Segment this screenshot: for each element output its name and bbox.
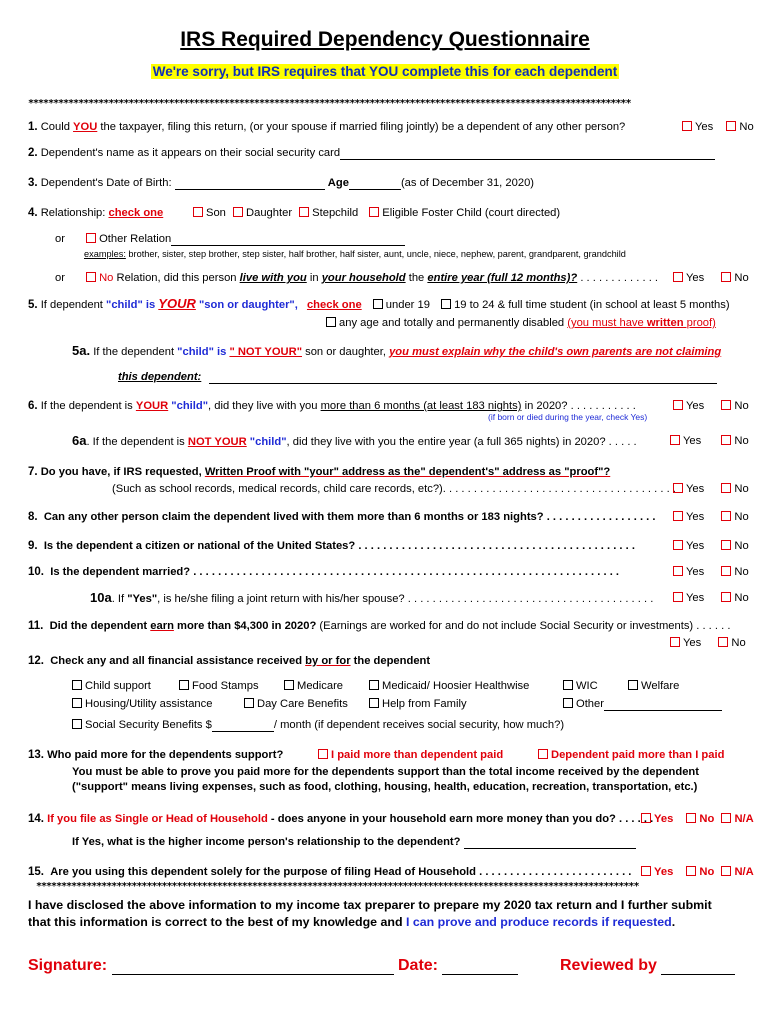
q10-answers — [673, 565, 749, 579]
q15-answers — [641, 865, 754, 879]
question-1: 1. Could YOU the taxpayer, filing this return, (or your spouse if married filing jointly) be a dependent of any other person? — [28, 121, 626, 133]
q8-no-checkbox[interactable]: No — [721, 511, 748, 523]
star-divider-bottom: ************************************************************************************************************************ — [36, 881, 639, 892]
q6a-answers — [670, 434, 749, 448]
question-12: 12. Check any and all financial assistance received by or for the dependent — [28, 655, 431, 667]
welfare-checkbox[interactable]: Welfare — [628, 679, 679, 693]
q10a-yes-checkbox[interactable]: Yes — [673, 592, 704, 604]
q15-yes-checkbox[interactable]: Yes — [641, 866, 673, 878]
q8-yes-checkbox[interactable]: Yes — [673, 511, 704, 523]
medicaid-checkbox[interactable]: Medicaid/ Hoosier Healthwise — [369, 679, 529, 693]
date-field[interactable] — [442, 956, 518, 975]
son-checkbox[interactable]: Son — [193, 207, 226, 219]
explanation-field[interactable] — [209, 372, 717, 384]
dependent-name-field[interactable] — [340, 148, 715, 160]
q10-no-checkbox[interactable]: No — [721, 566, 748, 578]
daughter-checkbox[interactable]: Daughter — [233, 207, 292, 219]
q6-note: (if born or died during the year, check Yes) — [488, 412, 648, 422]
subtitle: We're sorry, but IRS requires that YOU complete this for each dependent — [152, 64, 618, 79]
q14-na-checkbox[interactable]: N/A — [721, 813, 753, 825]
q9-answers — [673, 539, 749, 553]
q14-yes-checkbox[interactable]: Yes — [641, 813, 673, 825]
question-11: 11. Did the dependent earn more than $4,300 in 2020? (Earnings are worked for and do not include Social Security or investments) . . . . . . — [28, 620, 731, 632]
q8-answers — [673, 510, 749, 524]
child-support-checkbox[interactable]: Child support — [72, 679, 151, 693]
q4-answers — [673, 271, 749, 285]
medicare-checkbox[interactable]: Medicare — [284, 679, 343, 693]
question-4: 4. Relationship: check one — [28, 207, 164, 219]
star-divider-top: ************************************************************************************************************************ — [28, 98, 631, 109]
question-5a: 5a. If the dependent "child" is " NOT YOUR" son or daughter, you must explain why the child's own parents are not claiming — [72, 343, 722, 358]
age-field[interactable] — [349, 178, 401, 190]
q6-answers — [673, 399, 749, 413]
stepchild-checkbox[interactable]: Stepchild — [299, 207, 358, 219]
q15-no-checkbox[interactable]: No — [686, 866, 714, 878]
question-7-line2: (Such as school records, medical records, child care records, etc?). . . . . . . . . . . . . . . . . . . . . . . . . . . . . . . . . . . . . . — [112, 483, 676, 495]
q7-yes-checkbox[interactable]: Yes — [673, 483, 704, 495]
ssb-row: Social Security Benefits $ / month (if dependent receives social security, how much?) — [72, 718, 564, 732]
q13-line2: You must be able to prove you paid more for the dependents support than the total income received by the dependent — [72, 766, 699, 778]
q1-no-checkbox[interactable]: No — [726, 121, 753, 133]
q4-no-checkbox[interactable]: No — [721, 272, 748, 284]
question-9: 9. Is the dependent a citizen or national of the United States? . . . . . . . . . . . . . . . . . . . . . . . . . . . . . . . . . . . . . . . . . . . . . — [28, 540, 635, 552]
question-2: 2. Dependent's name as it appears on their social security card — [28, 146, 715, 160]
q15-na-checkbox[interactable]: N/A — [721, 866, 753, 878]
disclosure-line-2: that this information is correct to the best of my knowledge and I can prove and produce records if requested. — [28, 915, 676, 929]
other-assist-checkbox[interactable]: Other — [563, 697, 722, 711]
q13-line3: ("support" means living expenses, such as food, clothing, housing, health, education, recreation, transportation, etc.) — [72, 781, 698, 793]
wic-checkbox[interactable]: WIC — [563, 679, 598, 693]
foster-checkbox[interactable]: Eligible Foster Child (court directed) — [369, 207, 560, 219]
relationship-field[interactable] — [464, 837, 636, 849]
q11-no-checkbox[interactable]: No — [718, 637, 745, 649]
q14-line2: If Yes, what is the higher income person's relationship to the dependent? — [72, 835, 636, 849]
reviewed-row: Reviewed by — [560, 956, 735, 975]
help-family-checkbox[interactable]: Help from Family — [369, 697, 467, 711]
housing-checkbox[interactable]: Housing/Utility assistance — [72, 697, 212, 711]
question-15: 15. Are you using this dependent solely for the purpose of filing Head of Household . . . . . . . . . . . . . . . . . . . . . . . . . — [28, 866, 632, 878]
q10-yes-checkbox[interactable]: Yes — [673, 566, 704, 578]
question-7: 7. Do you have, if IRS requested, Written Proof with "your" address as the" dependent's" address as "proof"? — [28, 466, 611, 478]
q6-yes-checkbox[interactable]: Yes — [673, 400, 704, 412]
page-title: IRS Required Dependency Questionnaire — [180, 28, 590, 51]
question-14: 14. If you file as Single or Head of Household - does anyone in your household earn more money than you do? . . . . . . — [28, 813, 654, 825]
q6a-no-checkbox[interactable]: No — [721, 435, 748, 447]
19-24-student-checkbox[interactable]: 19 to 24 & full time student (in school at least 5 months) — [441, 299, 729, 311]
q1-yes-checkbox[interactable]: Yes — [682, 121, 713, 133]
q14-no-checkbox[interactable]: No — [686, 813, 714, 825]
q4-yes-checkbox[interactable]: Yes — [673, 272, 704, 284]
food-stamps-checkbox[interactable]: Food Stamps — [179, 679, 259, 693]
q14-answers — [641, 812, 754, 826]
q10a-answers — [673, 591, 749, 605]
ssb-amount-field[interactable] — [212, 720, 274, 732]
q10a-no-checkbox[interactable]: No — [721, 592, 748, 604]
disabled-option[interactable]: any age and totally and permanently disabled (you must have written proof) — [326, 316, 716, 330]
question-13: 13. Who paid more for the dependents support? — [28, 749, 284, 761]
other-relation-checkbox[interactable]: Other Relation — [86, 233, 171, 245]
other-assist-field[interactable] — [604, 699, 722, 711]
other-relation-field[interactable] — [171, 234, 405, 246]
day-care-checkbox[interactable]: Day Care Benefits — [244, 697, 348, 711]
reviewed-field[interactable] — [661, 956, 735, 975]
q9-yes-checkbox[interactable]: Yes — [673, 540, 704, 552]
q7-answers — [673, 482, 749, 496]
q4-other-row: or Other Relation — [55, 232, 405, 246]
q13-opt1[interactable]: I paid more than dependent paid — [318, 748, 503, 762]
question-8: 8. Can any other person claim the dependent lived with them more than 6 months or 183 nights? . . . . . . . . . . . . . . . . . . — [28, 511, 656, 523]
ssb-checkbox[interactable]: Social Security Benefits $ — [72, 719, 212, 731]
q13-opt2[interactable]: Dependent paid more than I paid — [538, 748, 724, 762]
q1-answers — [682, 120, 754, 134]
q9-no-checkbox[interactable]: No — [721, 540, 748, 552]
question-5a-line2: this dependent: — [118, 370, 717, 384]
signature-row: Signature: — [28, 956, 394, 975]
question-6: 6. If the dependent is YOUR "child", did they live with you more than 6 months (at least 183 nights) in 2020? . . . . . . . . . . . — [28, 400, 636, 412]
q4-options — [193, 206, 560, 220]
assist-row-2 — [72, 697, 752, 711]
no-relation-row: or No Relation, did this person live with you in your household the entire year (full 12 months)? . . . . . . . . . . . . . — [55, 272, 659, 284]
q11-yes-checkbox[interactable]: Yes — [670, 637, 701, 649]
disclosure-line-1: I have disclosed the above information to my income tax preparer to prepare my 2020 tax return and I further submit — [28, 898, 712, 912]
dob-field[interactable] — [175, 178, 325, 190]
q6-no-checkbox[interactable]: No — [721, 400, 748, 412]
question-10: 10. Is the dependent married? . . . . . . . . . . . . . . . . . . . . . . . . . . . . . . . . . . . . . . . . . . . . . . . . . . . . . . . . . . . . . . . . . . . . . — [28, 566, 620, 578]
date-row: Date: — [398, 956, 518, 975]
question-6a: 6a. If the dependent is NOT YOUR "child", did they live with you the entire year (a full 365 nights) in 2020? . . . . . — [72, 433, 637, 448]
question-5: 5. If dependent "child" is YOUR "son or daughter", check one under 19 19 to 24 & full time student (in school at least 5 months) — [28, 296, 730, 311]
relation-examples: examples: brother, sister, step brother, step sister, half brother, half sister, aunt, uncle, niece, nephew, parent, grandparent, grandchild — [84, 249, 626, 259]
q6a-yes-checkbox[interactable]: Yes — [670, 435, 701, 447]
under-19-checkbox[interactable]: under 19 — [373, 299, 430, 311]
question-10a: 10a. If "Yes", is he/she filing a joint return with his/her spouse? . . . . . . . . . . . . . . . . . . . . . . . . . . . . . . . . . . . . . . . . — [90, 590, 654, 605]
assist-row-1 — [72, 679, 722, 693]
question-3: 3. Dependent's Date of Birth: Age (as of December 31, 2020) — [28, 177, 535, 189]
q7-no-checkbox[interactable]: No — [721, 483, 748, 495]
signature-field[interactable] — [112, 956, 394, 975]
q11-answers — [670, 636, 746, 650]
